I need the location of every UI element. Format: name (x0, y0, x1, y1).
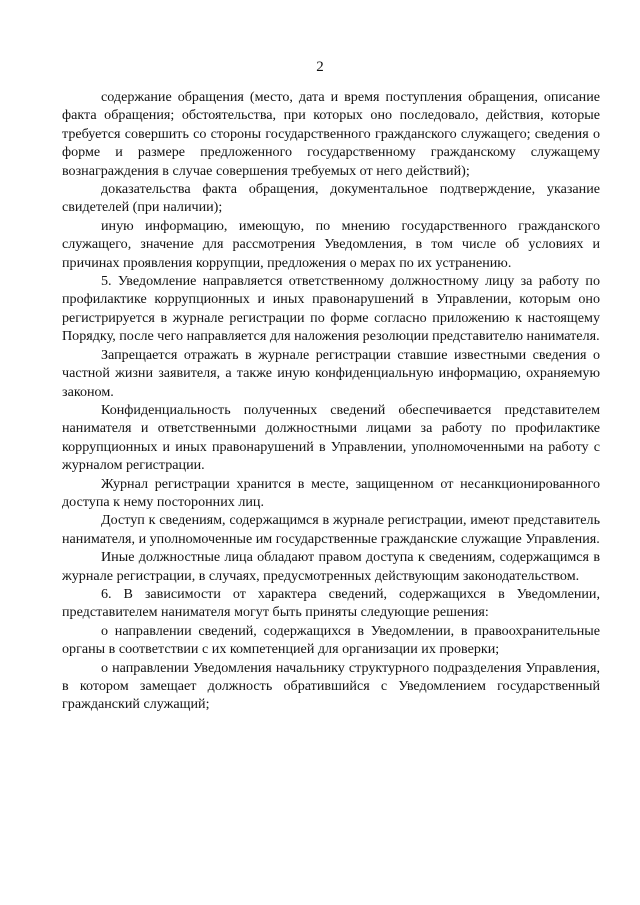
paragraph-access: Доступ к сведениям, содержащимся в журнале регистрации, имеют представитель нанимателя, и уполномоченные им государственные гражданские служащие Управления. (62, 512, 600, 547)
paragraph-journal-storage: Журнал регистрации хранится в месте, защищенном от несанкционированного доступа к нему посторонних лиц. (62, 475, 600, 510)
paragraph-other-officials: Иные должностные лица обладают правом доступа к сведениям, содержащимся в журнале регистрации, в случаях, предусмотренных действующим законодательством. (62, 549, 600, 584)
paragraph-appeal-content: содержание обращения (место, дата и время поступления обращения, описание факта обращения; обстоятельства, при которых оно последовало, действия, которые требуется совершить со стороны государственного гражданского служащего; сведения о форме и размере предложенного государственному гражданскому служащему вознаграждения в случае совершения требуемых от него действий); (62, 89, 600, 179)
paragraph-evidence: доказательства факта обращения, документальное подтверждение, указание свидетелей (при наличии); (62, 181, 600, 216)
paragraph-item-5: 5. Уведомление направляется ответственному должностному лицу за работу по профилактике коррупционных и иных правонарушений в Управлении, которым оно регистрируется в журнале регистрации по форме согласно приложению к настоящему Порядку, после чего направляется для наложения резолюции представителю нанимателя. (62, 273, 600, 345)
paragraph-other-info: иную информацию, имеющую, по мнению государственного гражданского служащего, значение для рассмотрения Уведомления, в том числе об условиях и причинах проявления коррупции, предложения о мерах по их устранению. (62, 217, 600, 271)
paragraph-decision-law-enforcement: о направлении сведений, содержащихся в Уведомлении, в правоохранительные органы в соответствии с их компетенцией для организации их проверки; (62, 622, 600, 658)
paragraph-item-6: 6. В зависимости от характера сведений, содержащихся в Уведомлении, представителем нанимателя могут быть приняты следующие решения: (62, 585, 600, 621)
paragraph-confidentiality: Конфиденциальность полученных сведений обеспечивается представителем нанимателя и ответственными должностными лицами за работу по профилактике коррупционных и иных правонарушений в Управлении, уполномоченными на работу с журналом регистрации. (62, 401, 600, 474)
page-number: 2 (316, 59, 324, 75)
document-body (62, 88, 600, 714)
paragraph-decision-department-head: о направлении Уведомления начальнику структурного подразделения Управления, в котором замещает должность обратившийся с Уведомлением государственный гражданский служащий; (62, 659, 600, 713)
paragraph-prohibition: Запрещается отражать в журнале регистрации ставшие известными сведения о частной жизни заявителя, а также иную конфиденциальную информацию, охраняемую законом. (62, 346, 600, 400)
